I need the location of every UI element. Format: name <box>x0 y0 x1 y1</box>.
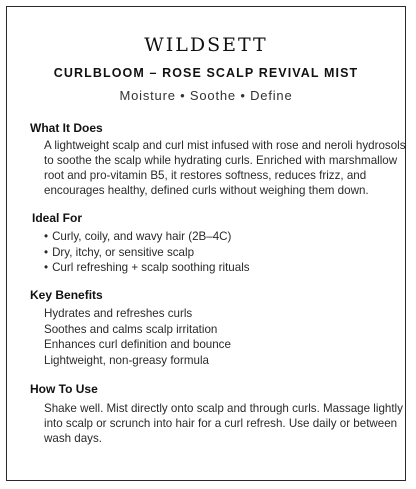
what-it-does-heading: What It Does <box>30 121 103 135</box>
product-title: CURLBLOOM – ROSE SCALP REVIVAL MIST <box>53 66 359 80</box>
list-item: • Dry, itchy, or sensitive scalp <box>44 245 250 261</box>
how-to-use-text: Shake well. Mist directly onto scalp and through curls. Massage lightly into scalp or scrunch into hair for a curl refresh. Use daily or between wash days. <box>44 402 403 445</box>
what-it-does-text: A lightweight scalp and curl mist infused with rose and neroli hydrosols to soothe the scalp while hydrating curls. Enriched with marshmallow root and pro-vitamin B5, it restores softness, reduces frizz, and encourages healthy, defined curls without weighing them down. <box>44 139 406 197</box>
product-tagline: Moisture • Soothe • Define <box>119 88 293 103</box>
key-benefits-heading: Key Benefits <box>30 288 103 302</box>
list-item: Soothes and calms scalp irritation <box>44 322 218 336</box>
brand-name: WILDSETT <box>144 34 268 56</box>
list-item: Hydrates and refreshes curls <box>44 307 193 320</box>
ideal-for-heading: Ideal For <box>32 211 83 225</box>
list-item: • Curl refreshing + scalp soothing rituals <box>44 260 250 276</box>
product-info-card <box>6 6 406 481</box>
key-benefits-list <box>44 306 231 368</box>
list-item: • Curly, coily, and wavy hair (2B–4C) <box>44 229 250 245</box>
ideal-for-list <box>44 229 250 276</box>
list-item: Lightweight, non-greasy formula <box>44 353 209 367</box>
how-to-use-heading: How To Use <box>30 382 98 396</box>
list-item: Enhances curl definition and bounce <box>44 338 231 351</box>
